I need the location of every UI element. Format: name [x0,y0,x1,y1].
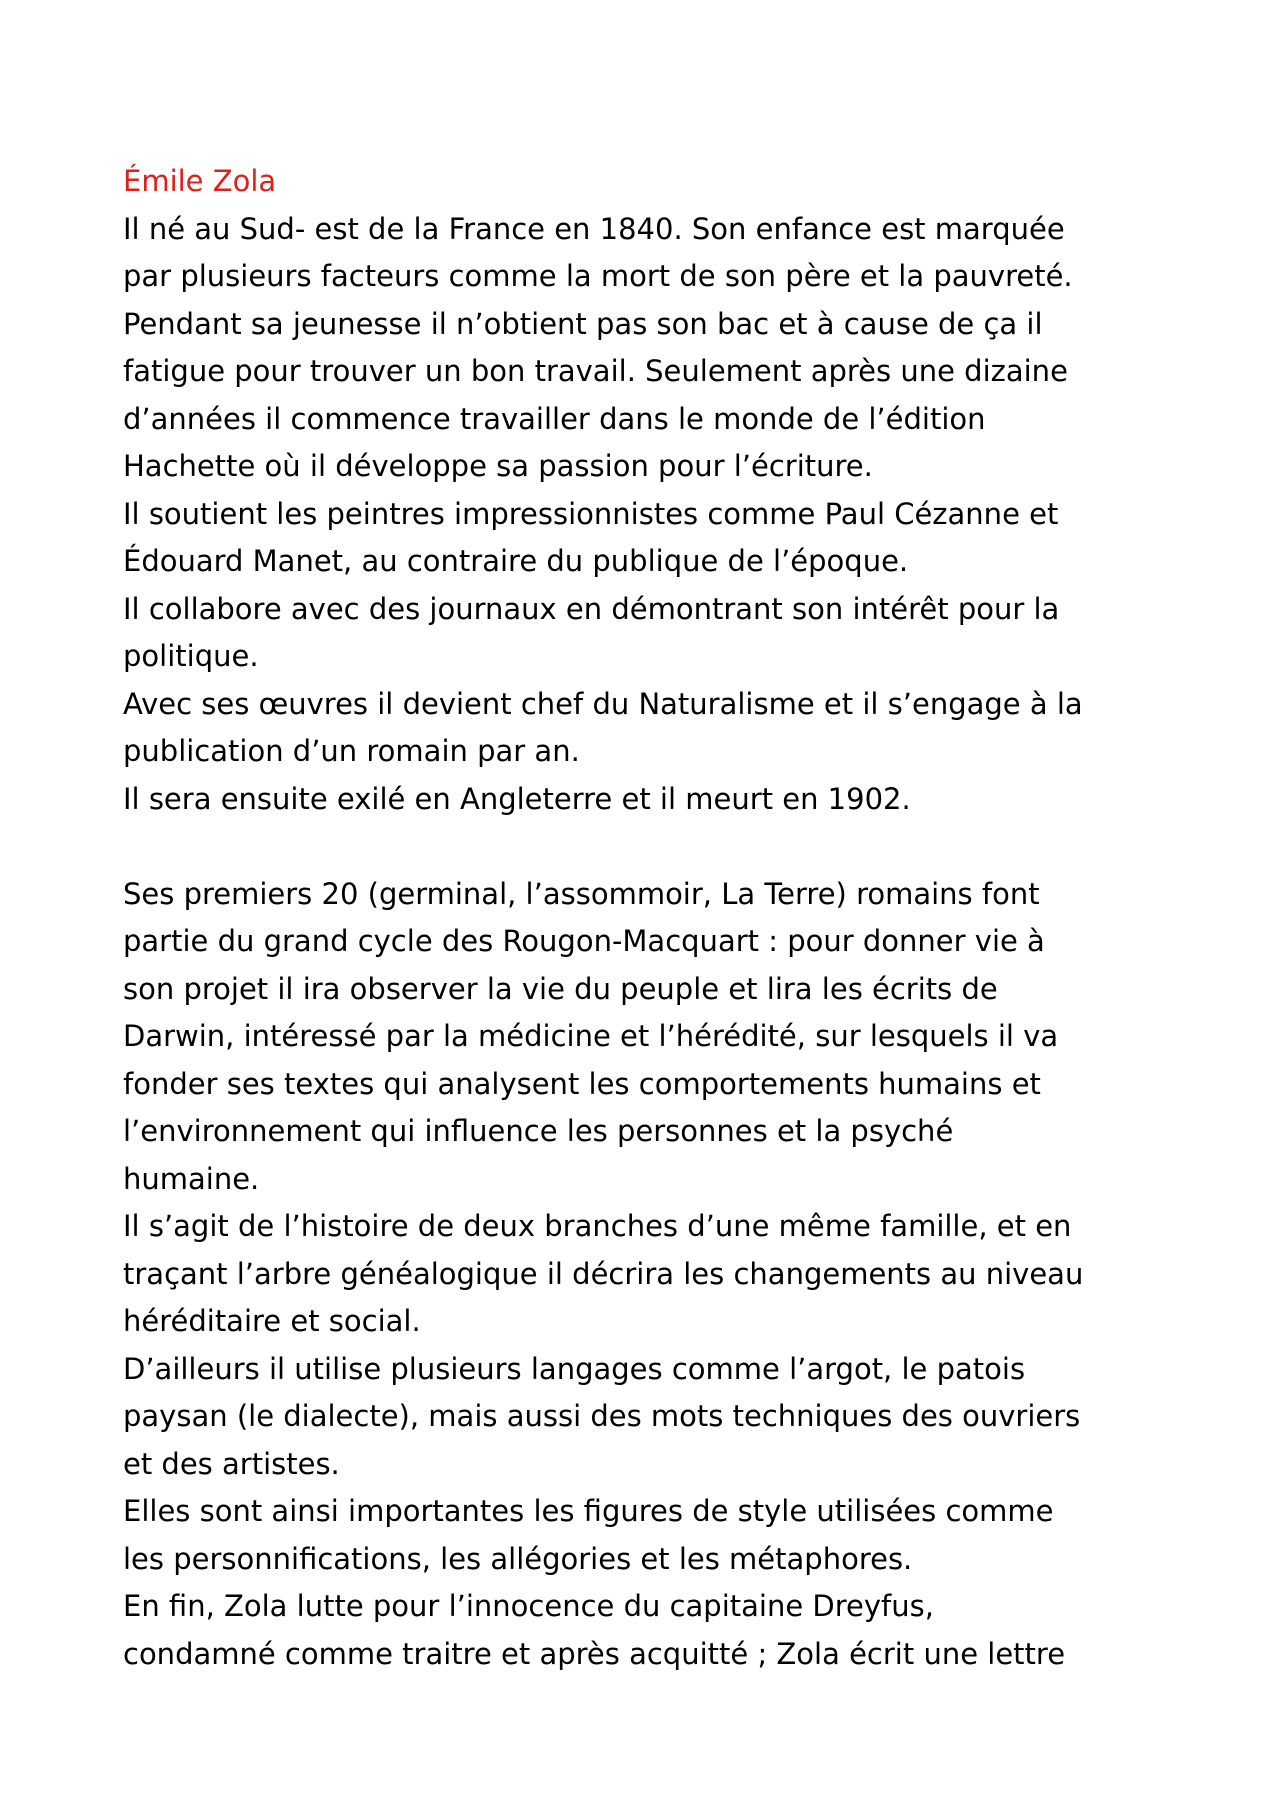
text-line: Il sera ensuite exilé en Angleterre et il meurt en 1902. [123,781,911,816]
text-line: Hachette où il développe sa passion pour l’écriture. [123,449,873,483]
text-line: et des artistes. [123,1446,340,1481]
text-line: Il s’agit de l’histoire de deux branches d’une même famille, et en [123,1209,1072,1243]
text-line: d’années il commence travailler dans le monde de l’édition [123,401,986,436]
text-line: fatigue pour trouver un bon travail. Seulement après une dizaine [123,354,1068,388]
text-line: partie du grand cycle des Rougon-Macquart : pour donner vie à [123,924,1045,958]
text-line: publication d’un romain par an. [123,734,580,768]
text-line: D’ailleurs il utilise plusieurs langages comme l’argot, le patois [123,1351,1026,1386]
text-line: traçant l’arbre généalogique il décrira les changements au niveau [123,1256,1084,1291]
text-line: son projet il ira observer la vie du peuple et lira les écrits de [123,971,998,1006]
text-line: fonder ses textes qui analysent les comportements humains et [123,1066,1041,1101]
text-line: paysan (le dialecte), mais aussi des mots techniques des ouvriers [123,1399,1081,1433]
text-line: héréditaire et social. [123,1304,421,1338]
text-line: Pendant sa jeunesse il n’obtient pas son bac et à cause de ça il [123,306,1043,341]
text-line: Il soutient les peintres impressionnistes comme Paul Cézanne et [123,496,1059,531]
text-line: Elles sont ainsi importantes les figures de style utilisées comme [123,1494,1054,1528]
text-line: Édouard Manet, au contraire du publique de l’époque. [123,544,909,578]
document-body [123,158,1203,1678]
text-line: Ses premiers 20 (germinal, l’assommoir, La Terre) romains font [123,876,1040,911]
blank-line [123,823,1203,871]
text-line: les personnifications, les allégories et les métaphores. [123,1541,913,1576]
text-line: Darwin, intéressé par la médicine et l’hérédité, sur lesquels il va [123,1019,1059,1053]
text-line: condamné comme traitre et après acquitté ; Zola écrit une lettre [123,1636,1066,1671]
text-line: Il né au Sud- est de la France en 1840. Son enfance est marquée [123,211,1065,246]
text-line: Il collabore avec des journaux en démontrant son intérêt pour la [123,591,1060,626]
text-line: par plusieurs facteurs comme la mort de son père et la pauvreté. [123,259,1073,293]
text-line: En fin, Zola lutte pour l’innocence du capitaine Dreyfus, [123,1589,934,1623]
document-title: Émile Zola [123,164,277,198]
text-line: humaine. [123,1161,260,1196]
text-line: politique. [123,639,259,673]
text-line: l’environnement qui influence les personnes et la psyché [123,1114,954,1148]
document-lines [123,206,1203,1679]
text-line: Avec ses œuvres il devient chef du Naturalisme et il s’engage à la [123,686,1083,721]
